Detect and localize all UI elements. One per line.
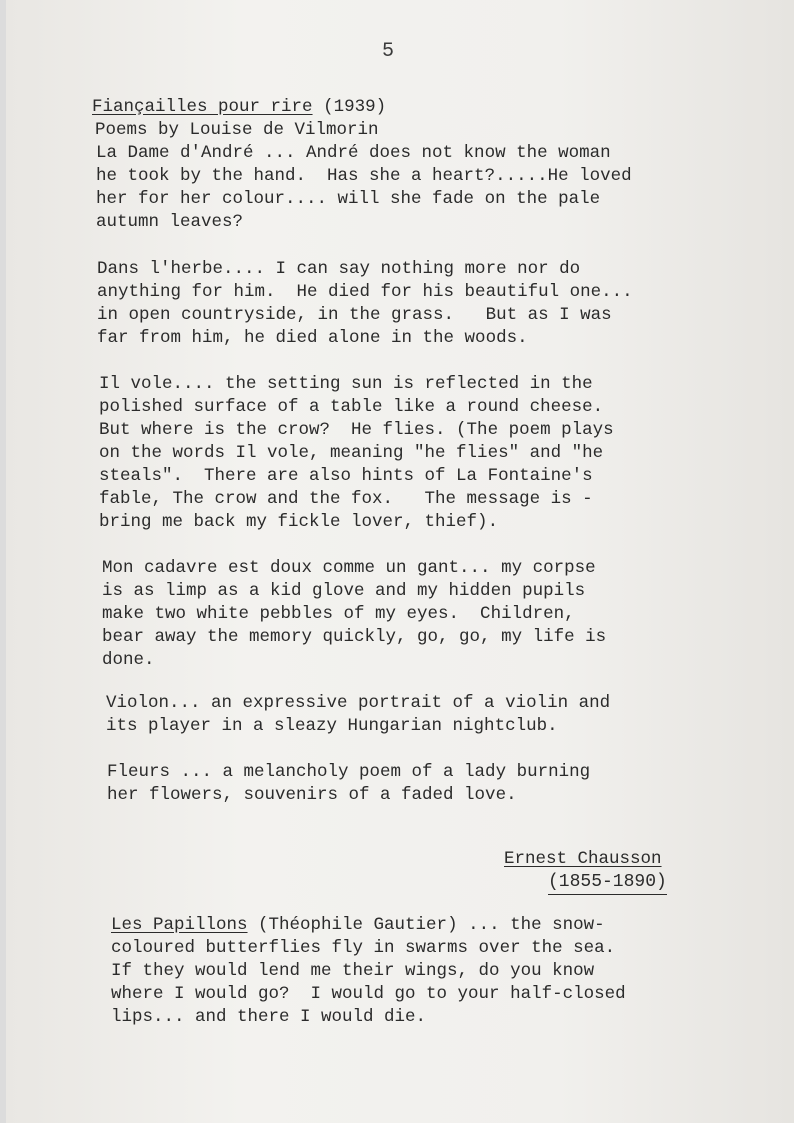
song-first-line: (Théophile Gautier) ... the snow-: [247, 915, 605, 935]
paragraph-dans-lherbe: Dans l'herbe.... I can say nothing more nor do anything for him. He died for his beautiful one... in open countryside, in the grass. But as I was far from him, he died alone in the woods.: [97, 259, 633, 348]
section-heading: [92, 96, 386, 119]
paragraph-il-vole: Il vole.... the setting sun is reflected in the polished surface of a table like a round cheese. But where is the crow? He flies. (The poem plays on the words Il vole, meaning "he flies" and "he steals". There are also hints of La Fontaine's fable, The crow and the fox. The message is - bring me back my fickle lover, thief).: [99, 374, 614, 532]
song-heading-line: [111, 914, 605, 937]
paragraph-mon-cadavre: Mon cadavre est doux comme un gant... my corpse is as limp as a kid glove and my hidden pupils make two white pebbles of my eyes. Children, bear away the memory quickly, go, go, my life is done.: [102, 558, 607, 670]
composer-name: [504, 848, 662, 871]
page-number: 5: [382, 40, 395, 63]
paragraph-les-papillons: coloured butterflies fly in swarms over the sea. If they would lend me their wings, do you know where I would go? I would go to your half-closed lips... and there I would die.: [111, 938, 626, 1027]
composer-name-text: Ernest Chausson: [504, 849, 662, 869]
work-subtitle: Poems by Louise de Vilmorin: [95, 120, 379, 140]
song-title: Les Papillons: [111, 915, 248, 935]
work-year: (1939): [323, 97, 387, 117]
paragraph-la-dame: La Dame d'André ... André does not know the woman he took by the hand. Has she a heart?.....He loved her for her colour.... will she fade on the pale autumn leaves?: [96, 143, 632, 232]
paragraph-fleurs: Fleurs ... a melancholy poem of a lady burning her flowers, souvenirs of a faded love.: [107, 762, 591, 805]
paragraph-violon: Violon... an expressive portrait of a violin and its player in a sleazy Hungarian nightclub.: [106, 693, 611, 736]
composer-dates: [548, 871, 667, 895]
work-title: Fiançailles pour rire: [92, 97, 313, 117]
composer-dates-text: (1855-1890): [548, 871, 667, 895]
